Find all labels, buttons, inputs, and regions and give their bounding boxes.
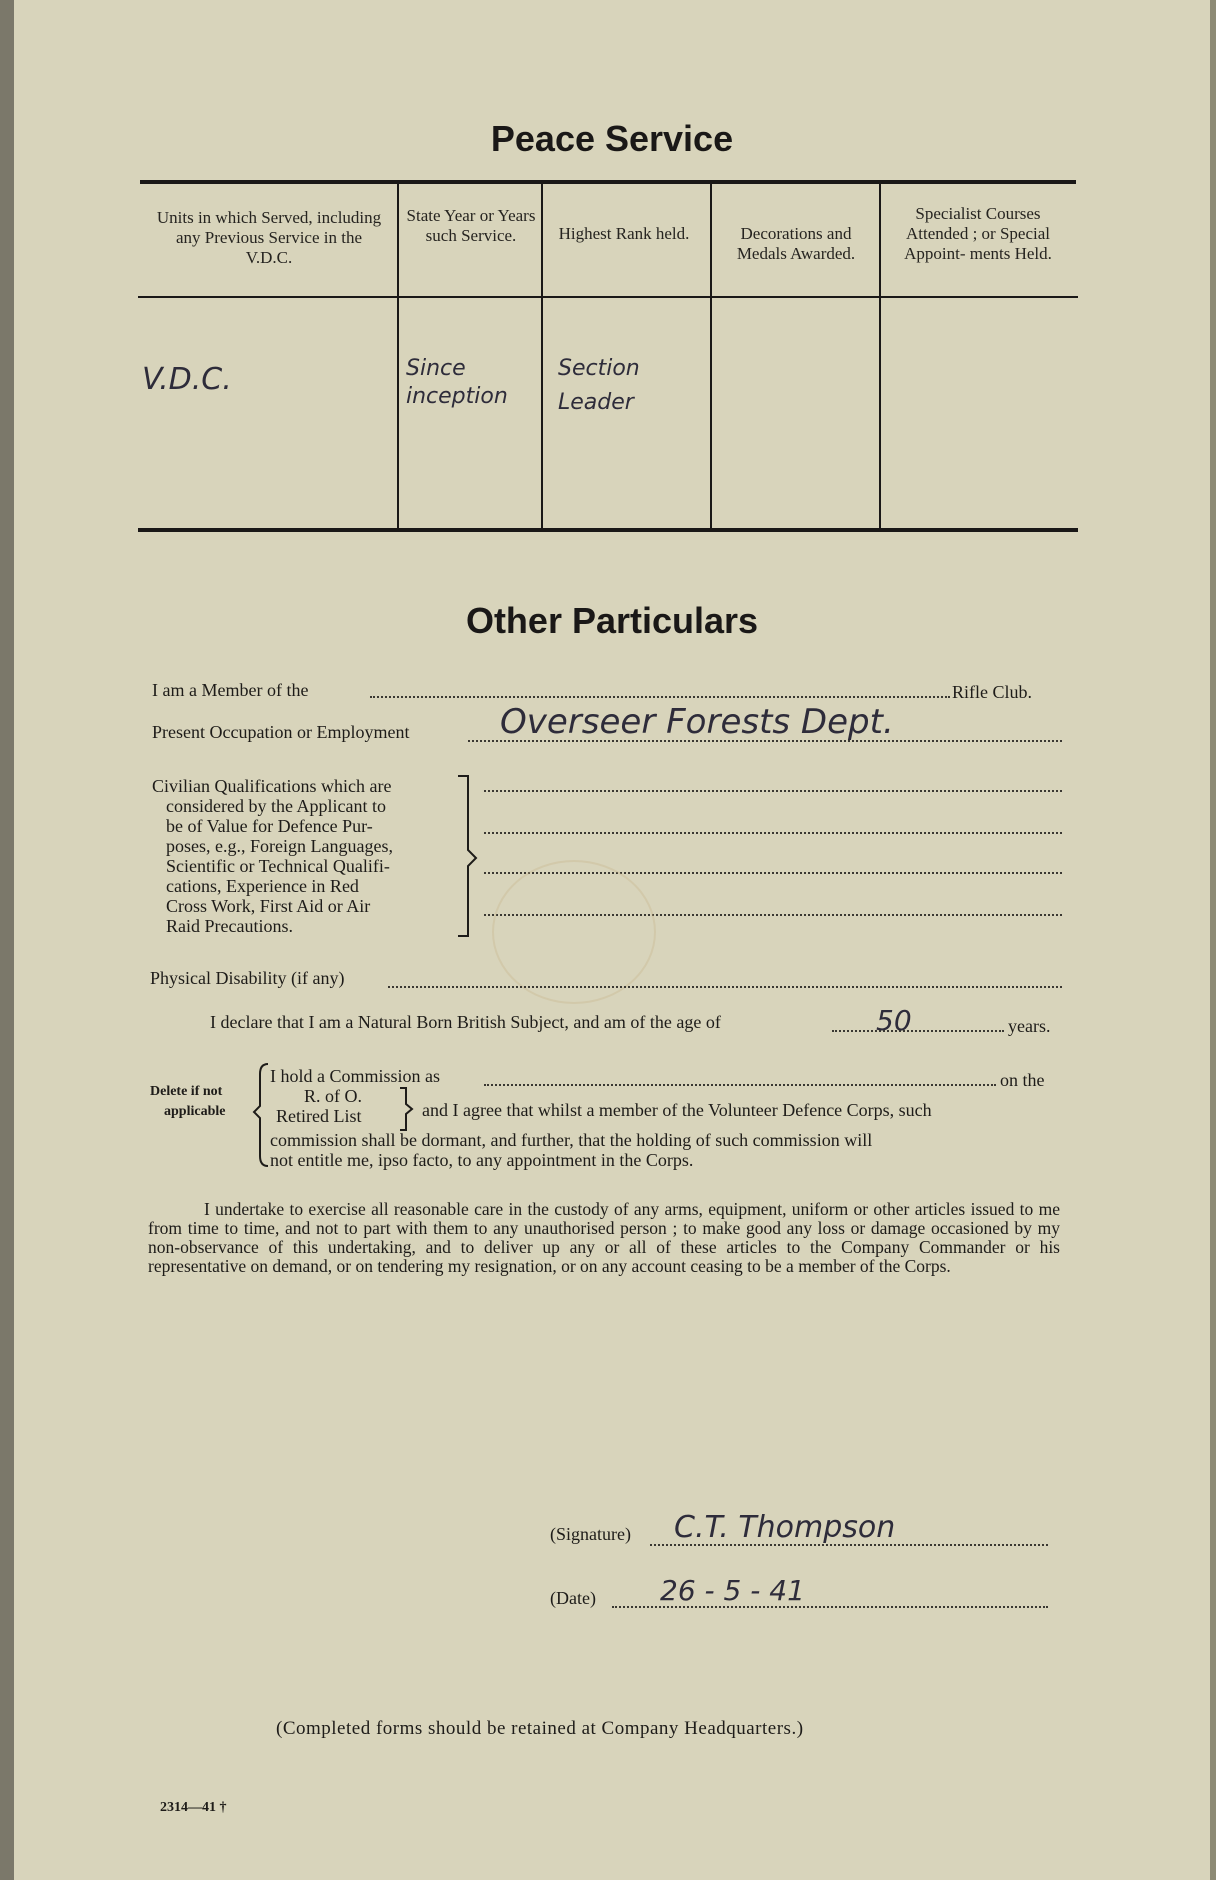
other-particulars-title: Other Particulars [465,600,759,641]
years-value-line2: inception [406,384,508,409]
civilian-label-line: considered by the Applicant to [166,796,386,816]
disability-line [388,986,1062,988]
signature-value: C.T. Thompson [674,1510,896,1545]
civilian-line [484,790,1062,792]
header-courses: Specialist Courses Attended ; or Special Appoint- ments Held. [904,204,1052,263]
date-value: 26 - 5 - 41 [660,1574,805,1607]
civilian-label-line: cations, Experience in Red [166,876,359,896]
peace-service-title: Peace Service [490,118,734,159]
header-rank: Highest Rank held. [558,224,690,243]
rifle-club-label: I am a Member of the [152,680,309,700]
table-col-divider [710,184,712,528]
header-units: Units in which Served, including any Previous Service in the V.D.C. [156,208,382,267]
rank-value-line2: Leader [558,390,634,415]
table-bottom-rule [138,528,1078,532]
occupation-label: Present Occupation or Employment [152,722,410,742]
table-col-divider [541,184,543,528]
civilian-brace [454,772,484,942]
page-edge [0,0,14,1880]
occupation-value: Overseer Forests Dept. [500,702,894,742]
commission-ro: R. of O. [304,1086,362,1106]
civilian-label-line: be of Value for Defence Pur- [166,816,373,836]
age-value: 50 [876,1004,912,1037]
undertaking-paragraph: I undertake to exercise all reasonable care in the custody of any arms, equipment, uniform or other articles issued to me from time to time, and not to part with them to any unauthorised person ; to make good any loss or damage occasioned by my non-observance of this undertaking, and to deliver up any or all of these articles to the Company Commander or his representative on demand, or on tendering my resignation, or on any account ceasing to be a member of the Corps. [148,1199,1060,1276]
commission-retired: Retired List [276,1106,362,1126]
civilian-line [484,832,1062,834]
footer-note: (Completed forms should be retained at Company Headquarters.) [276,1718,804,1739]
commission-line-3: commission shall be dormant, and further, that the holding of such commission will [270,1130,873,1150]
header-years: State Year or Years such Service. [406,206,536,245]
commission-suffix: on the [1000,1070,1045,1090]
civilian-label-line: poses, e.g., Foreign Languages, [166,836,393,856]
commission-agree: and I agree that whilst a member of the Volunteer Defence Corps, such [422,1100,932,1120]
civilian-label-line: Scientific or Technical Qualifi- [166,856,390,876]
header-decorations: Decorations and Medals Awarded. [736,224,856,263]
rifle-club-suffix: Rifle Club. [952,682,1032,702]
civilian-label-line: Raid Precautions. [166,916,293,936]
unit-value: V.D.C. [142,362,232,397]
delete-label: applicable [164,1104,226,1119]
commission-label: I hold a Commission as [270,1066,440,1086]
civilian-label-line: Civilian Qualifications which are [152,776,392,796]
disability-label: Physical Disability (if any) [150,968,345,988]
declaration-label: I declare that I am a Natural Born British Subject, and am of the age of [210,1012,721,1032]
retired-brace [398,1086,418,1132]
table-col-divider [879,184,881,528]
watermark-stamp [492,860,656,1004]
age-line [832,1030,1004,1032]
date-label: (Date) [550,1588,596,1608]
civilian-label-line: Cross Work, First Aid or Air [166,896,371,916]
years-label: years. [1008,1016,1051,1036]
print-code: 2314—41 † [160,1800,227,1815]
signature-label: (Signature) [550,1524,631,1544]
table-top-rule [140,180,1076,184]
delete-label: Delete if not [150,1084,223,1099]
document-page [14,0,1210,1880]
rank-value-line1: Section [558,356,640,381]
commission-line [484,1084,996,1086]
rifle-club-line [370,696,950,698]
years-value-line1: Since [406,356,466,381]
table-col-divider [397,184,399,528]
table-header-rule [138,296,1078,298]
commission-line-4: not entitle me, ipso facto, to any appointment in the Corps. [270,1150,694,1170]
